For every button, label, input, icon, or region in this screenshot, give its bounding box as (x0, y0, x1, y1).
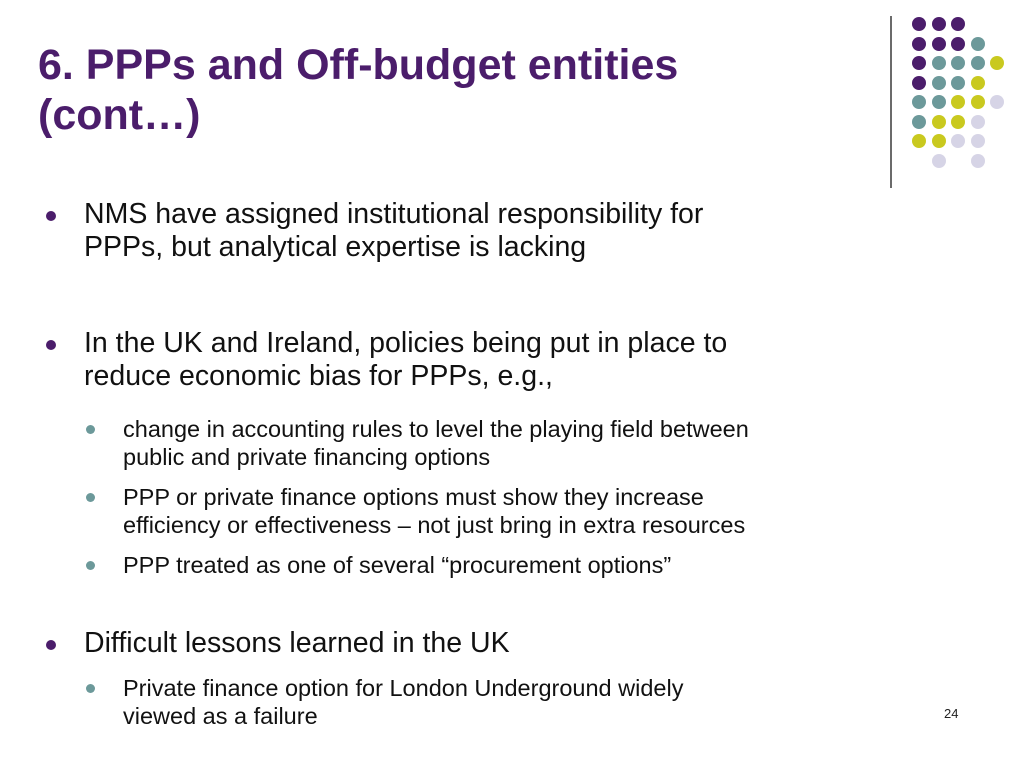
sub-bullet-text: public and private financing options (123, 444, 491, 470)
sub-bullet-text: Private finance option for London Underground widely (123, 675, 684, 701)
bullet-text: Difficult lessons learned in the UK (84, 627, 510, 659)
bullet-item (84, 627, 874, 660)
bullet-item (84, 198, 874, 264)
sub-bullet-item (123, 674, 903, 730)
page-number: 24 (944, 706, 959, 721)
bullet-text: reduce economic bias for PPPs, e.g., (84, 360, 553, 392)
sub-bullet-item (123, 415, 903, 471)
slide-title-line-2: (cont…) (38, 91, 201, 139)
sub-bullet-text: change in accounting rules to level the playing field between (123, 416, 749, 442)
bullet-item (84, 327, 874, 393)
sub-bullet-text: efficiency or effectiveness – not just bring in extra resources (123, 512, 746, 538)
sub-bullet-item (123, 551, 903, 579)
bullet-text: NMS have assigned institutional responsibility for (84, 198, 704, 230)
bullet-text: In the UK and Ireland, policies being put in place to (84, 327, 728, 359)
sub-bullet-text: PPP treated as one of several “procurement options” (123, 552, 672, 578)
sub-bullet-text: PPP or private finance options must show they increase (123, 484, 704, 510)
slide-title-line-1: 6. PPPs and Off-budget entities (38, 41, 679, 89)
sub-bullet-item (123, 483, 903, 539)
bullet-text: PPPs, but analytical expertise is lacking (84, 231, 587, 263)
sub-bullet-text: viewed as a failure (123, 703, 318, 729)
